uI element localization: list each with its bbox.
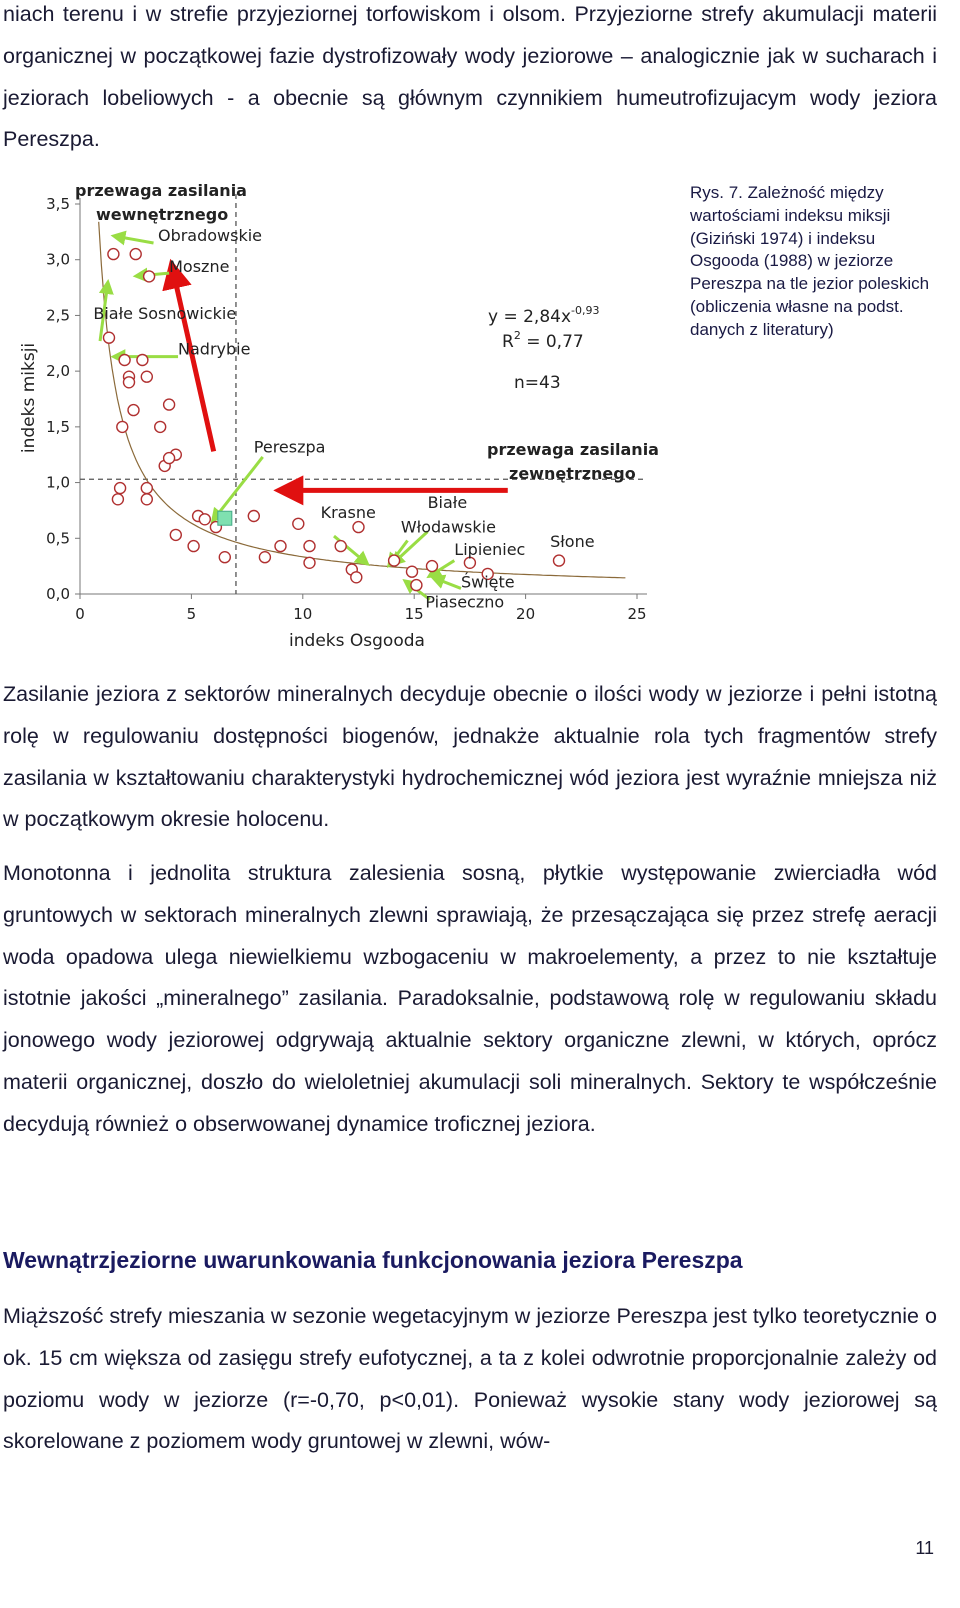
- highlight-point-pereszpa: [218, 511, 232, 525]
- lake-label: Lipieniec: [454, 540, 526, 559]
- lake-label: Białe: [427, 493, 468, 513]
- data-point: [155, 421, 166, 432]
- data-point: [304, 541, 315, 552]
- x-tick-label: 10: [293, 605, 313, 623]
- annotation-internal-2: wewnętrznego: [96, 205, 229, 224]
- data-point: [199, 514, 210, 525]
- data-point: [108, 249, 119, 260]
- data-point: [104, 332, 115, 343]
- data-point: [188, 541, 199, 552]
- data-point: [407, 566, 418, 577]
- data-point: [259, 552, 270, 563]
- lake-label: Święte: [460, 572, 515, 592]
- paragraph-mineral-sectors: Zasilanie jeziora z sektorów mineralnych decyduje obecnie o ilości wody w jeziorze i pełni istotną rolę w regulowaniu dostępności biogenów, jednakże aktualnie rola tych fragmentów strefy zasilania w kształtowaniu charakterystyki hydrochemicznej wód jeziora jest wyraźnie mniejsza niż w początkowym okresie holocenu.: [3, 682, 937, 832]
- scatter-chart: [10, 175, 680, 660]
- data-point: [219, 552, 230, 563]
- fit-r2: $R^2 = 0,77$: [502, 329, 584, 352]
- lake-label: Nadrybie: [178, 339, 251, 359]
- lake-label: Słone: [550, 532, 595, 552]
- data-point: [141, 371, 152, 382]
- data-point: [293, 518, 304, 529]
- data-point: [112, 494, 123, 505]
- y-tick-label: 1,0: [46, 473, 70, 492]
- lake-label: Moszne: [169, 256, 230, 276]
- x-tick-label: 0: [75, 605, 85, 623]
- data-point: [275, 541, 286, 552]
- lake-label: Piaseczno: [425, 592, 505, 612]
- data-point: [141, 494, 152, 505]
- y-tick-label: 1,5: [46, 417, 70, 436]
- data-point: [411, 580, 422, 591]
- annotation-external-2: zewnętrznego: [509, 464, 636, 483]
- data-point: [335, 541, 346, 552]
- y-tick-label: 0,5: [46, 529, 70, 548]
- x-tick-label: 20: [516, 605, 536, 623]
- fit-equation: $y = 2,84x^{-0,93}$: [488, 304, 600, 327]
- data-point: [141, 483, 152, 494]
- section-heading: Wewnątrzjeziorne uwarunkowania funkcjonowania jeziora Pereszpa: [3, 1247, 743, 1273]
- y-axis-label: indeks miksji: [19, 342, 39, 454]
- paragraph-forest-structure: Monotonna i jednolita struktura zalesienia sosną, płytkie występowanie zwierciadła wód gruntowych w sektorach mineralnych zlewni sprawiają, że przesączająca się przez strefę aeracji woda opadowa ulega niewielkiemu wzbogaceniu w makroelementy, a przez to nie kształtuje istotnie jakości „mineralnego” zasilania. Paradoksalnie, podstawową rolę w regulowaniu składu jonowego wody jeziorowej odgrywają aktualnie sektory organiczne zlewni, w których, oprócz materii organicznej, doszło do wieloletniej akumulacji soli mineralnych. Sektory te współcześnie decydują również o obserwowanej dynamice troficznej jeziora.: [3, 861, 937, 1136]
- data-point: [130, 249, 141, 260]
- data-point: [119, 355, 130, 366]
- x-tick-label: 25: [627, 605, 647, 623]
- data-point: [304, 557, 315, 568]
- figure-caption: Rys. 7. Zależność między wartościami indeksu miksji (Giziński 1974) i indeksu Osgooda (1988) w jeziorze Pereszpa na tle jezior poleskich (obliczenia własne na podst. danych z literatury): [690, 183, 930, 339]
- data-point: [164, 453, 175, 464]
- lake-label: Obradowskie: [157, 225, 263, 245]
- data-point: [128, 405, 139, 416]
- paragraph-intro: niach terenu i w strefie przyjeziornej torfowiskom i olsom. Przyjeziorne strefy akumulacji materii organicznej w początkowej fazie dystrofizowały wody jeziorowe – analogicznie jak w sucharach i jeziorach lobeliowych - a obecnie są głównym czynnikiem humeutrofizujacym wody jeziora Pereszpa.: [3, 2, 937, 152]
- paragraph-mixing-zone: Miąższość strefy mieszania w sezonie wegetacyjnym w jeziorze Pereszpa jest tylko teoretycznie o ok. 15 cm większa od zasięgu strefy eufotycznej, a ta z kolei odwrotnie proporcjonalnie zależy od poziomu wody w jeziorze (r=-0,70, p<0,01). Ponieważ wysokie stany wody jeziorowej są skorelowane z poziomem wody gruntowej w zlewni, wów-: [3, 1304, 937, 1454]
- y-tick-label: 3,5: [46, 195, 70, 213]
- lake-label: Włodawskie: [400, 517, 496, 537]
- y-tick-label: 2,5: [46, 306, 70, 325]
- lake-label: Krasne: [320, 503, 376, 523]
- data-point: [389, 555, 400, 566]
- page-number: 11: [915, 1538, 934, 1558]
- data-point: [427, 561, 438, 572]
- green-arrow: [441, 581, 461, 589]
- data-point: [248, 511, 259, 522]
- annotation-internal-1: przewaga zasilania: [75, 181, 247, 200]
- x-tick-label: 5: [186, 605, 197, 623]
- data-point: [164, 399, 175, 410]
- data-point: [117, 421, 128, 432]
- data-point: [144, 271, 155, 282]
- data-point: [554, 555, 565, 566]
- lake-labels: [93, 226, 594, 612]
- green-arrow: [122, 237, 153, 243]
- annotation-external-1: przewaga zasilania: [487, 440, 659, 459]
- green-arrow: [218, 457, 263, 514]
- data-point: [137, 355, 148, 366]
- data-point: [170, 529, 181, 540]
- data-point: [351, 572, 362, 583]
- x-axis-label: indeks Osgooda: [289, 631, 425, 651]
- lake-label: Białe Sosnowickie: [93, 303, 237, 323]
- x-tick-label: 15: [404, 605, 424, 623]
- y-tick-label: 3,0: [46, 250, 70, 269]
- data-point: [124, 377, 135, 388]
- data-point: [115, 483, 126, 494]
- data-point: [353, 522, 364, 533]
- y-tick-label: 2,0: [46, 362, 70, 381]
- y-tick-label: 0,0: [46, 585, 70, 603]
- lake-label: Pereszpa: [253, 437, 326, 457]
- sample-size: n=43: [514, 373, 561, 393]
